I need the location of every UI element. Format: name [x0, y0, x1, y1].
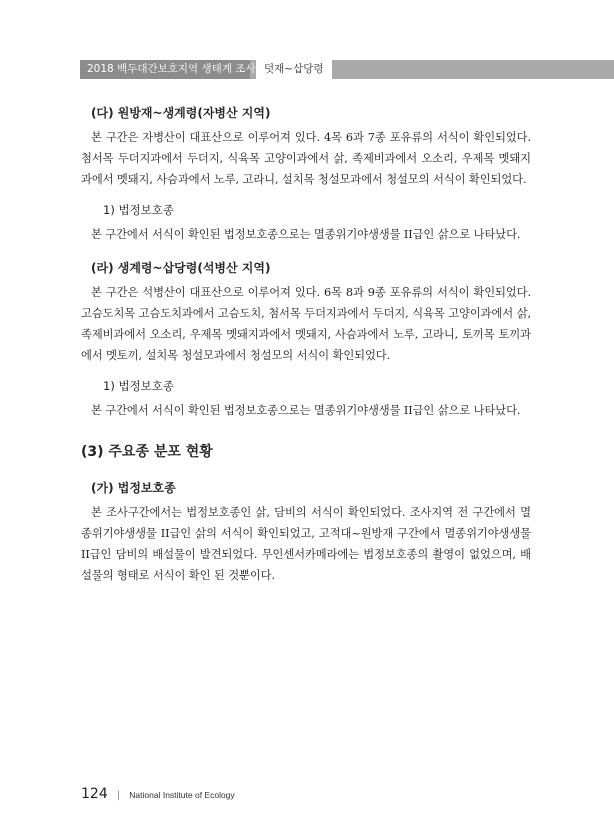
page-content	[81, 104, 531, 586]
section-ra-paragraph: 본 구간은 석병산이 대표산으로 이루어져 있다. 6목 8과 9종 포유류의 서식이 확인되었다. 고슴도치목 고슴도치과에서 고슴도치, 첨서목 두더지과에서 두더지, 식육목 고양이과에서 삵, 족제비과에서 오소리, 우제목 멧돼지과에서 멧돼지, 사슴과에서 노루, 고라니, 토끼목 토끼과에서 멧토끼, 설치목 청설모과에서 청설모의 서식이 확인되었다.	[81, 286, 531, 362]
section-da-paragraph: 본 구간은 자병산이 대표산으로 이루어져 있다. 4목 6과 7종 포유류의 서식이 확인되었다. 첨서목 두더지과에서 두더지, 식육목 고양이과에서 삵, 족제비과에서 오소리, 우제목 멧돼지과에서 멧돼지, 사슴과에서 노루, 고라니, 설치목 청설모과에서 청설모의 서식이 확인되었다.	[81, 131, 531, 186]
section-da-subheading: 1) 법정보호종	[103, 203, 175, 217]
footer-publisher: National Institute of Ecology	[129, 790, 235, 800]
page-footer	[81, 783, 235, 802]
section-da-sub-paragraph: 본 구간에서 서식이 확인된 법정보호종으로는 멸종위기야생생물 II급인 삵으로 나타났다.	[91, 228, 521, 241]
section-ra-heading: (라) 생계령~삽당령(석병산 지역)	[91, 261, 271, 275]
section-ra-sub-paragraph: 본 구간에서 서식이 확인된 법정보호종으로는 멸종위기야생생물 II급인 삵으로 나타났다.	[91, 404, 521, 417]
header-section-title: 덧재~삽당령	[256, 60, 332, 79]
footer-separator: |	[116, 790, 121, 801]
section-ra-subheading: 1) 법정보호종	[103, 379, 175, 393]
header-report-title: 2018 백두대간보호지역 생태계 조사	[80, 60, 250, 79]
section-da-heading: (다) 원방재~생계령(자병산 지역)	[91, 106, 271, 120]
page-number: 124	[81, 786, 108, 802]
section-ga-paragraph: 본 조사구간에서는 법정보호종인 삵, 담비의 서식이 확인되었다. 조사지역 전 구간에서 멸종위기야생생물 II급인 삵의 서식이 확인되었고, 고적대~원방재 구간에서 멸종위기야생생물 II급인 담비의 배설물이 발견되었다. 무인센서카메라에는 법정보호종의 촬영이 없었으며, 배설물의 형태로 서식이 확인 된 것뿐이다.	[81, 506, 531, 582]
main-section-heading: (3) 주요종 분포 현황	[81, 444, 213, 460]
section-ga-heading: (가) 법정보호종	[91, 481, 176, 495]
